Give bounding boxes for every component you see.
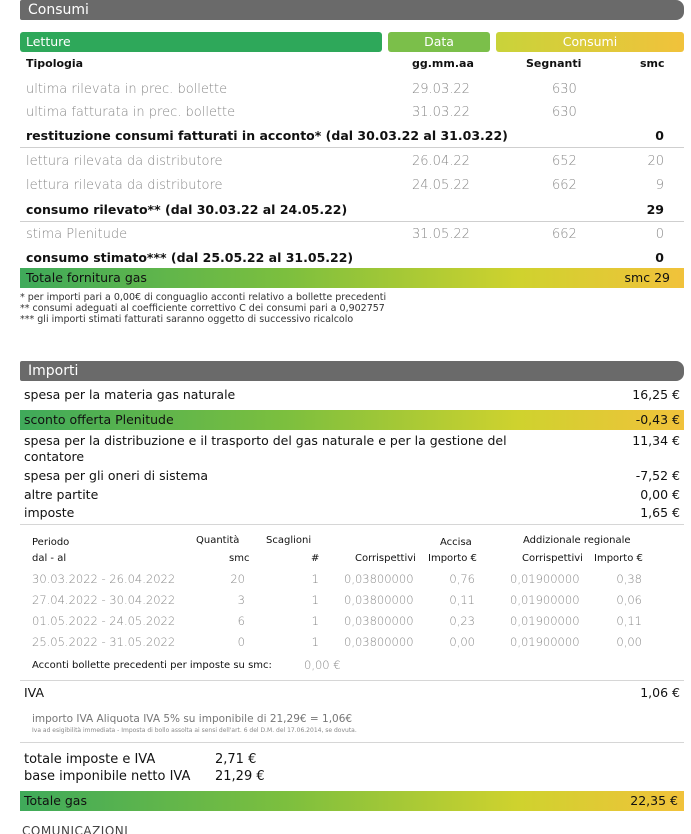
lettura-row bbox=[20, 124, 684, 148]
lettura-smc: 9 bbox=[655, 178, 664, 193]
lettura-smc: 0 bbox=[655, 227, 664, 242]
tax-corrispettivo-accisa: 0,03800000 bbox=[344, 572, 414, 586]
sconto-value: -0,43 € bbox=[635, 412, 680, 427]
col-segnanti: Segnanti bbox=[526, 57, 582, 70]
tax-importo-accisa: 0,76 bbox=[449, 572, 475, 586]
lettura-segnanti: 662 bbox=[552, 178, 577, 193]
lettura-label: ultima fatturata in prec. bollette bbox=[26, 105, 236, 120]
base-imponibile-value: 21,29 € bbox=[215, 769, 265, 784]
tax-quantita: 3 bbox=[237, 593, 245, 607]
lettura-date: 29.03.22 bbox=[412, 82, 470, 97]
th-corrispettivi-1: Corrispettivi bbox=[355, 553, 416, 564]
tax-periodo: 01.05.2022 - 24.05.2022 bbox=[32, 614, 176, 628]
consumi-header bbox=[496, 32, 684, 52]
tax-corrispettivo-addizionale: 0,01900000 bbox=[510, 572, 580, 586]
th-quantita: Quantità bbox=[196, 535, 240, 546]
th-scaglioni: Scaglioni bbox=[266, 535, 312, 546]
col-data: gg.mm.aa bbox=[412, 57, 474, 70]
lettura-smc: 0 bbox=[655, 128, 664, 143]
tax-periodo: 27.04.2022 - 30.04.2022 bbox=[32, 593, 176, 607]
iva-label: IVA bbox=[24, 685, 44, 700]
tax-quantita: 20 bbox=[230, 572, 245, 586]
col-smc: smc bbox=[640, 57, 665, 70]
acconti-label: Acconti bollette precedenti per imposte su smc: bbox=[32, 660, 272, 671]
tax-scaglione: 1 bbox=[311, 614, 319, 628]
consumi-title: Consumi bbox=[28, 2, 89, 18]
totali-divider bbox=[20, 742, 684, 743]
imposte-label: imposte bbox=[24, 505, 75, 520]
th-corrispettivi-2: Corrispettivi bbox=[522, 553, 583, 564]
lettura-segnanti: 662 bbox=[552, 227, 577, 242]
distribuzione-label: spesa per la distribuzione e il trasporto del gas naturale e per la gestione del contatore bbox=[24, 433, 507, 464]
tax-quantita: 0 bbox=[237, 635, 245, 649]
distribuzione-value: 11,34 € bbox=[632, 433, 680, 448]
totale-gas-bar bbox=[20, 791, 684, 811]
lettura-row bbox=[20, 246, 684, 270]
tax-importo-addizionale: 0,06 bbox=[616, 593, 642, 607]
altre-label: altre partite bbox=[24, 487, 99, 502]
tax-scaglione: 1 bbox=[311, 572, 319, 586]
lettura-smc: 29 bbox=[646, 202, 664, 217]
lettura-date: 31.05.22 bbox=[412, 227, 470, 242]
tax-importo-accisa: 0,00 bbox=[449, 635, 475, 649]
tax-importo-addizionale: 0,38 bbox=[616, 572, 642, 586]
th-addizionale: Addizionale regionale bbox=[523, 535, 631, 546]
tax-corrispettivo-accisa: 0,03800000 bbox=[344, 593, 414, 607]
tax-importo-addizionale: 0,00 bbox=[616, 635, 642, 649]
lettura-segnanti: 652 bbox=[552, 154, 577, 169]
consumi-note-1: * per importi pari a 0,00€ di conguaglio acconti relativo a bollette precedenti bbox=[20, 292, 387, 303]
tax-corrispettivo-addizionale: 0,01900000 bbox=[510, 593, 580, 607]
lettura-row bbox=[20, 78, 684, 102]
materia-label: spesa per la materia gas naturale bbox=[24, 387, 236, 402]
lettura-smc: 20 bbox=[647, 154, 664, 169]
importi-title: Importi bbox=[28, 363, 79, 379]
data-header bbox=[388, 32, 490, 52]
tax-importo-accisa: 0,11 bbox=[449, 593, 475, 607]
lettura-label: stima Plenitude bbox=[26, 227, 128, 242]
lettura-row bbox=[20, 101, 684, 125]
sconto-label: sconto offerta Plenitude bbox=[24, 412, 174, 427]
tax-corrispettivo-addizionale: 0,01900000 bbox=[510, 614, 580, 628]
consumi-subheader bbox=[20, 55, 684, 73]
totale-imposte-value: 2,71 € bbox=[215, 752, 257, 767]
totale-fornitura-label: Totale fornitura gas bbox=[26, 270, 147, 285]
iva-detail: importo IVA Aliquota IVA 5% su imponibile di 21,29€ = 1,06€ bbox=[32, 713, 353, 725]
altre-value: 0,00 € bbox=[640, 487, 680, 502]
data-header-label: Data bbox=[424, 34, 454, 49]
oneri-label: spesa per gli oneri di sistema bbox=[24, 468, 209, 483]
totale-fornitura-value: smc 29 bbox=[624, 270, 670, 285]
totale-fornitura-bar bbox=[20, 268, 684, 288]
lettura-segnanti: 630 bbox=[552, 105, 577, 120]
materia-value: 16,25 € bbox=[632, 387, 680, 402]
lettura-smc: 0 bbox=[655, 250, 664, 265]
sconto-bar bbox=[20, 410, 684, 430]
th-accisa: Accisa bbox=[440, 537, 472, 548]
lettura-label: consumo rilevato** (dal 30.03.22 al 24.05.22) bbox=[26, 202, 348, 217]
comunicazioni-title: COMUNICAZIONI bbox=[22, 824, 129, 834]
oneri-value: -7,52 € bbox=[635, 468, 680, 483]
consumi-note-2: ** consumi adeguati al coefficiente correttivo C dei consumi pari a 0,902757 bbox=[20, 303, 385, 314]
tax-importo-addizionale: 0,11 bbox=[616, 614, 642, 628]
consumi-note-3: *** gli importi stimati fatturati saranno oggetto di successivo ricalcolo bbox=[20, 314, 354, 325]
importi-section-header bbox=[20, 361, 684, 381]
letture-header bbox=[20, 32, 382, 52]
col-tipologia: Tipologia bbox=[26, 57, 84, 70]
consumi-section-header bbox=[20, 0, 684, 20]
lettura-label: ultima rilevata in prec. bollette bbox=[26, 82, 228, 97]
distribuzione-row bbox=[24, 433, 680, 465]
totale-imposte-label: totale imposte e IVA bbox=[24, 752, 156, 767]
tax-corrispettivo-accisa: 0,03800000 bbox=[344, 635, 414, 649]
tax-corrispettivo-addizionale: 0,01900000 bbox=[510, 635, 580, 649]
letture-header-label: Letture bbox=[26, 34, 71, 49]
base-imponibile-label: base imponibile netto IVA bbox=[24, 769, 191, 784]
lettura-row bbox=[20, 198, 684, 222]
lettura-date: 31.03.22 bbox=[412, 105, 470, 120]
lettura-label: consumo stimato*** (dal 25.05.22 al 31.05.22) bbox=[26, 250, 354, 265]
tax-quantita: 6 bbox=[237, 614, 245, 628]
th-importo-2: Importo € bbox=[594, 553, 643, 564]
th-dal-al: dal - al bbox=[32, 553, 67, 564]
iva-value: 1,06 € bbox=[640, 685, 680, 700]
lettura-label: lettura rilevata da distributore bbox=[26, 154, 223, 169]
tax-scaglione: 1 bbox=[311, 635, 319, 649]
lettura-date: 24.05.22 bbox=[412, 178, 470, 193]
iva-small-print: Iva ad esigibilità immediata - Imposta di bollo assolta ai sensi dell'art. 6 del D.M. del 17.06.2014, se dovuta. bbox=[32, 727, 357, 734]
lettura-row bbox=[20, 174, 684, 198]
totale-gas-value: 22,35 € bbox=[630, 793, 678, 808]
tax-periodo: 30.03.2022 - 26.04.2022 bbox=[32, 572, 176, 586]
lettura-row bbox=[20, 150, 684, 174]
th-importo-1: Importo € bbox=[428, 553, 477, 564]
tax-importo-accisa: 0,23 bbox=[449, 614, 475, 628]
acconti-value: 0,00 € bbox=[304, 658, 341, 672]
imposte-value: 1,65 € bbox=[640, 505, 680, 520]
th-periodo: Periodo bbox=[32, 537, 70, 548]
totale-gas-label: Totale gas bbox=[24, 793, 87, 808]
tax-corrispettivo-accisa: 0,03800000 bbox=[344, 614, 414, 628]
lettura-date: 26.04.22 bbox=[412, 154, 470, 169]
lettura-segnanti: 630 bbox=[552, 82, 577, 97]
lettura-label: lettura rilevata da distributore bbox=[26, 178, 223, 193]
consumi-header-label: Consumi bbox=[562, 34, 618, 49]
lettura-row bbox=[20, 223, 684, 247]
tax-scaglione: 1 bbox=[311, 593, 319, 607]
tax-periodo: 25.05.2022 - 31.05.2022 bbox=[32, 635, 176, 649]
th-smc: smc bbox=[229, 553, 250, 564]
lettura-label: restituzione consumi fatturati in acconto* (dal 30.03.22 al 31.03.22) bbox=[26, 128, 508, 143]
imposte-divider bbox=[20, 524, 684, 525]
th-num: # bbox=[311, 553, 320, 564]
iva-divider bbox=[20, 680, 684, 681]
